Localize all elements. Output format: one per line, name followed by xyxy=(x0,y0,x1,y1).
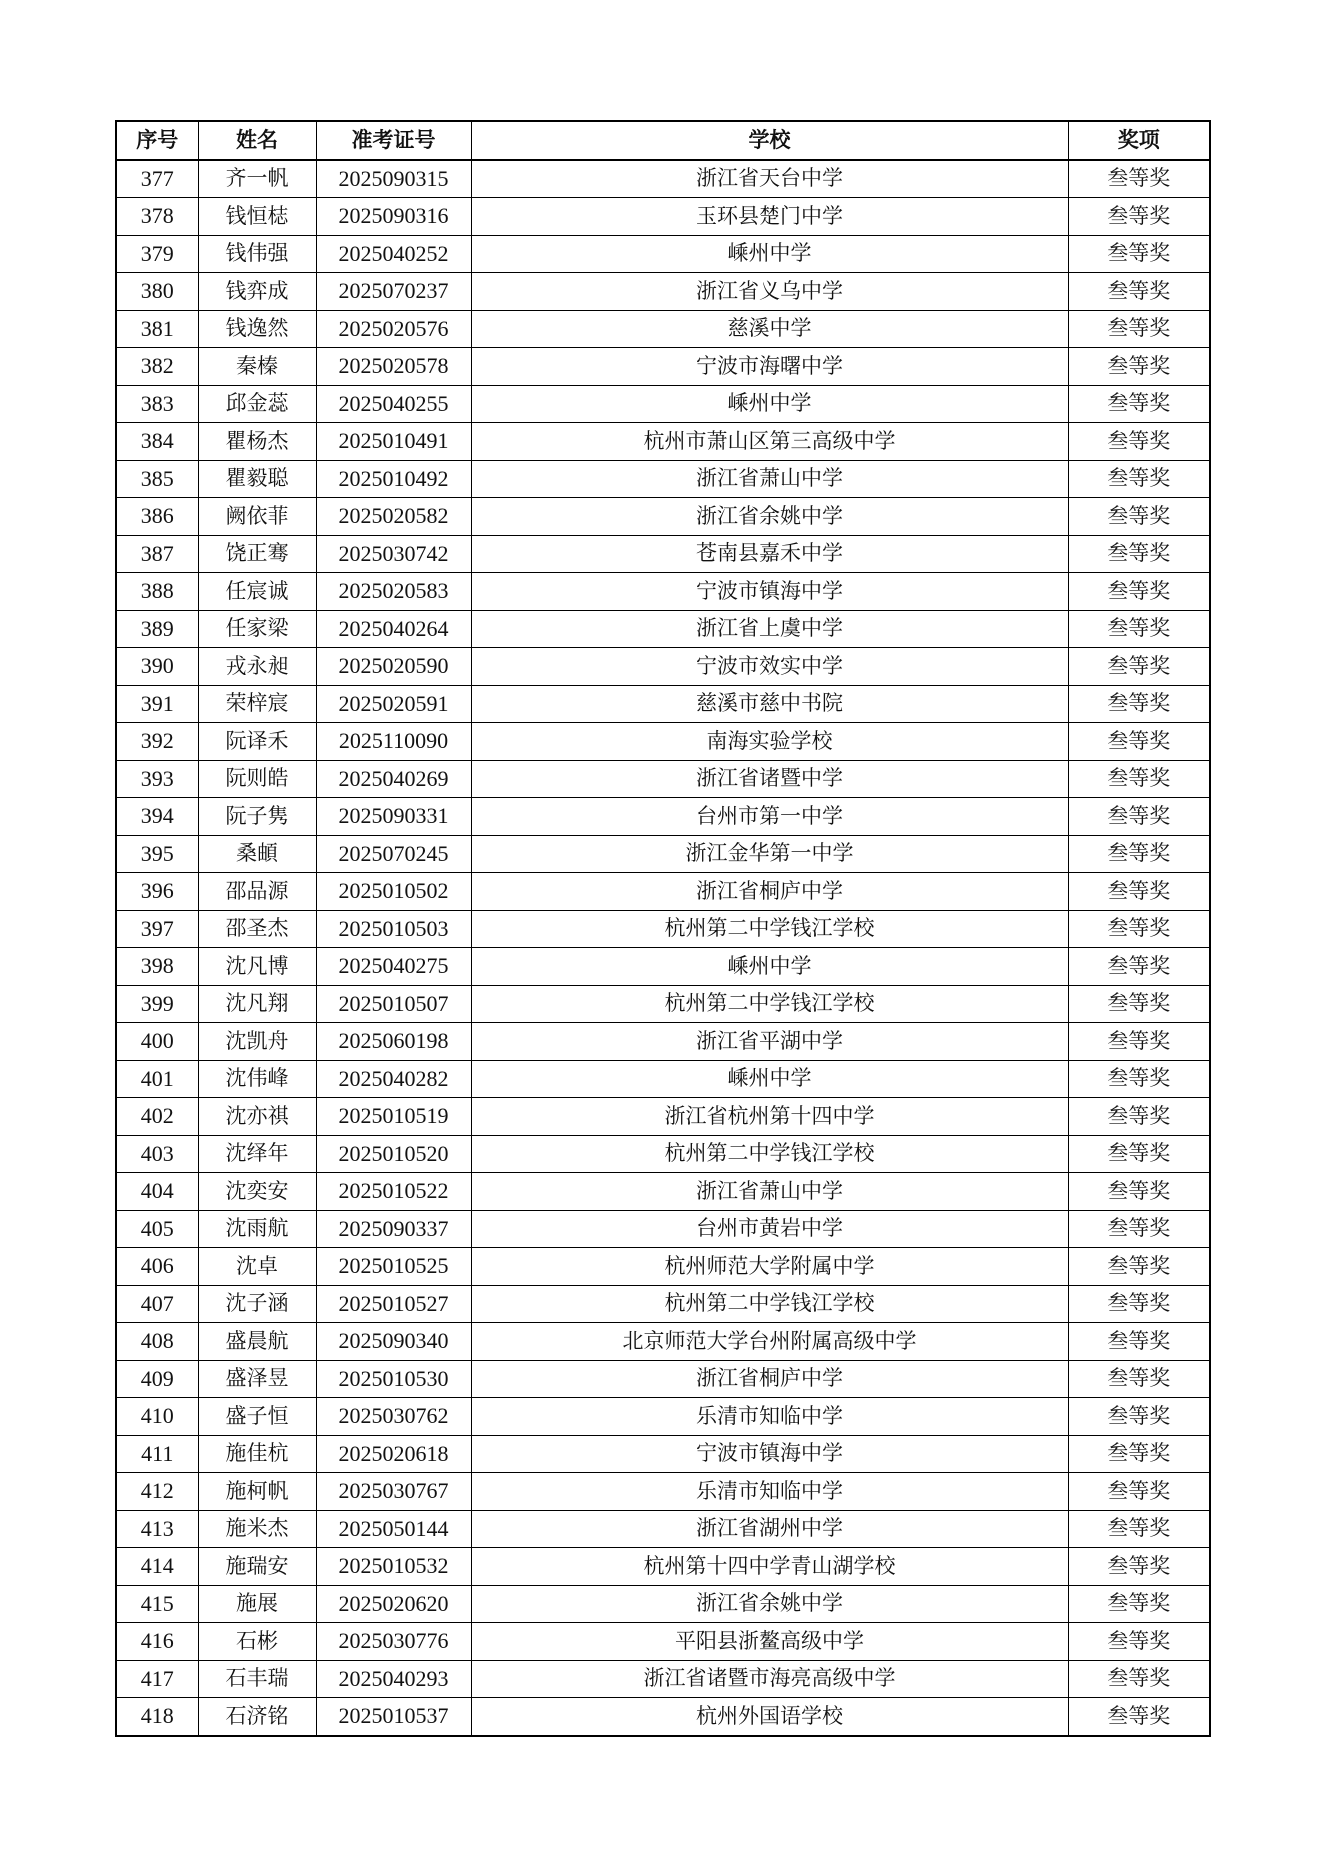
table-row xyxy=(116,1323,1210,1361)
cell-seq: 412 xyxy=(116,1473,198,1511)
cell-seq: 380 xyxy=(116,273,198,311)
cell-award: 叁等奖 xyxy=(1068,648,1210,686)
cell-seq: 411 xyxy=(116,1435,198,1473)
table-row xyxy=(116,1510,1210,1548)
cell-school: 杭州第十四中学青山湖学校 xyxy=(471,1548,1068,1586)
cell-name: 盛泽昱 xyxy=(198,1360,316,1398)
cell-ticket: 2025010520 xyxy=(316,1135,471,1173)
table-row xyxy=(116,1473,1210,1511)
cell-school: 宁波市效实中学 xyxy=(471,648,1068,686)
cell-seq: 403 xyxy=(116,1135,198,1173)
cell-ticket: 2025040255 xyxy=(316,385,471,423)
table-row xyxy=(116,910,1210,948)
table-row xyxy=(116,1210,1210,1248)
cell-ticket: 2025110090 xyxy=(316,723,471,761)
cell-seq: 379 xyxy=(116,235,198,273)
table-row xyxy=(116,760,1210,798)
cell-school: 宁波市镇海中学 xyxy=(471,1435,1068,1473)
cell-name: 任宸诚 xyxy=(198,573,316,611)
cell-school: 杭州第二中学钱江学校 xyxy=(471,1285,1068,1323)
cell-school: 杭州师范大学附属中学 xyxy=(471,1248,1068,1286)
cell-seq: 390 xyxy=(116,648,198,686)
cell-name: 石丰瑞 xyxy=(198,1660,316,1698)
cell-name: 齐一帆 xyxy=(198,160,316,198)
cell-seq: 407 xyxy=(116,1285,198,1323)
cell-ticket: 2025090340 xyxy=(316,1323,471,1361)
cell-award: 叁等奖 xyxy=(1068,1060,1210,1098)
cell-ticket: 2025090331 xyxy=(316,798,471,836)
cell-ticket: 2025020582 xyxy=(316,498,471,536)
cell-name: 沈子涵 xyxy=(198,1285,316,1323)
table-row xyxy=(116,1060,1210,1098)
table-row xyxy=(116,948,1210,986)
cell-award: 叁等奖 xyxy=(1068,948,1210,986)
cell-school: 嵊州中学 xyxy=(471,948,1068,986)
cell-seq: 389 xyxy=(116,610,198,648)
cell-name: 石彬 xyxy=(198,1623,316,1661)
table-row xyxy=(116,573,1210,611)
cell-name: 瞿杨杰 xyxy=(198,423,316,461)
cell-ticket: 2025030776 xyxy=(316,1623,471,1661)
cell-seq: 418 xyxy=(116,1698,198,1736)
cell-ticket: 2025020590 xyxy=(316,648,471,686)
table-row xyxy=(116,1285,1210,1323)
cell-name: 沈奕安 xyxy=(198,1173,316,1211)
cell-ticket: 2025030762 xyxy=(316,1398,471,1436)
cell-award: 叁等奖 xyxy=(1068,910,1210,948)
cell-award: 叁等奖 xyxy=(1068,985,1210,1023)
table-row xyxy=(116,1398,1210,1436)
cell-seq: 386 xyxy=(116,498,198,536)
cell-name: 沈凯舟 xyxy=(198,1023,316,1061)
table-row xyxy=(116,1135,1210,1173)
cell-seq: 394 xyxy=(116,798,198,836)
cell-school: 浙江省桐庐中学 xyxy=(471,873,1068,911)
cell-award: 叁等奖 xyxy=(1068,1023,1210,1061)
cell-name: 阙依菲 xyxy=(198,498,316,536)
cell-award: 叁等奖 xyxy=(1068,1698,1210,1736)
cell-ticket: 2025040282 xyxy=(316,1060,471,1098)
cell-award: 叁等奖 xyxy=(1068,235,1210,273)
cell-school: 浙江省湖州中学 xyxy=(471,1510,1068,1548)
cell-name: 邱金蕊 xyxy=(198,385,316,423)
cell-award: 叁等奖 xyxy=(1068,1173,1210,1211)
cell-seq: 382 xyxy=(116,348,198,386)
cell-school: 台州市第一中学 xyxy=(471,798,1068,836)
cell-name: 邵品源 xyxy=(198,873,316,911)
header-award: 奖项 xyxy=(1068,121,1210,160)
cell-ticket: 2025010530 xyxy=(316,1360,471,1398)
cell-seq: 404 xyxy=(116,1173,198,1211)
cell-ticket: 2025020591 xyxy=(316,685,471,723)
cell-award: 叁等奖 xyxy=(1068,760,1210,798)
cell-ticket: 2025090315 xyxy=(316,160,471,198)
cell-name: 沈凡翔 xyxy=(198,985,316,1023)
cell-ticket: 2025090337 xyxy=(316,1210,471,1248)
cell-award: 叁等奖 xyxy=(1068,198,1210,236)
cell-seq: 415 xyxy=(116,1585,198,1623)
cell-name: 任家梁 xyxy=(198,610,316,648)
cell-school: 浙江省天台中学 xyxy=(471,160,1068,198)
cell-award: 叁等奖 xyxy=(1068,873,1210,911)
cell-school: 宁波市海曙中学 xyxy=(471,348,1068,386)
cell-ticket: 2025020583 xyxy=(316,573,471,611)
table-row xyxy=(116,198,1210,236)
table-row xyxy=(116,1660,1210,1698)
cell-award: 叁等奖 xyxy=(1068,685,1210,723)
cell-seq: 417 xyxy=(116,1660,198,1698)
cell-ticket: 2025010522 xyxy=(316,1173,471,1211)
cell-seq: 378 xyxy=(116,198,198,236)
table-row xyxy=(116,423,1210,461)
cell-name: 荣梓宸 xyxy=(198,685,316,723)
cell-school: 杭州第二中学钱江学校 xyxy=(471,910,1068,948)
table-row xyxy=(116,273,1210,311)
cell-school: 慈溪市慈中书院 xyxy=(471,685,1068,723)
cell-ticket: 2025030767 xyxy=(316,1473,471,1511)
cell-name: 沈伟峰 xyxy=(198,1060,316,1098)
cell-award: 叁等奖 xyxy=(1068,498,1210,536)
cell-ticket: 2025010492 xyxy=(316,460,471,498)
cell-school: 浙江省萧山中学 xyxy=(471,460,1068,498)
cell-seq: 381 xyxy=(116,310,198,348)
cell-school: 慈溪中学 xyxy=(471,310,1068,348)
cell-ticket: 2025010502 xyxy=(316,873,471,911)
table-row xyxy=(116,235,1210,273)
table-row xyxy=(116,1023,1210,1061)
cell-name: 阮子隽 xyxy=(198,798,316,836)
cell-school: 北京师范大学台州附属高级中学 xyxy=(471,1323,1068,1361)
cell-name: 秦榛 xyxy=(198,348,316,386)
table-row xyxy=(116,1098,1210,1136)
cell-award: 叁等奖 xyxy=(1068,1548,1210,1586)
cell-award: 叁等奖 xyxy=(1068,723,1210,761)
cell-award: 叁等奖 xyxy=(1068,1248,1210,1286)
cell-award: 叁等奖 xyxy=(1068,1210,1210,1248)
cell-award: 叁等奖 xyxy=(1068,798,1210,836)
cell-ticket: 2025010519 xyxy=(316,1098,471,1136)
table-row xyxy=(116,798,1210,836)
table-row xyxy=(116,1435,1210,1473)
cell-school: 嵊州中学 xyxy=(471,235,1068,273)
cell-seq: 399 xyxy=(116,985,198,1023)
cell-ticket: 2025070245 xyxy=(316,835,471,873)
cell-award: 叁等奖 xyxy=(1068,423,1210,461)
cell-award: 叁等奖 xyxy=(1068,1473,1210,1511)
cell-award: 叁等奖 xyxy=(1068,1360,1210,1398)
cell-name: 施展 xyxy=(198,1585,316,1623)
cell-award: 叁等奖 xyxy=(1068,535,1210,573)
table-row xyxy=(116,610,1210,648)
cell-ticket: 2025040264 xyxy=(316,610,471,648)
cell-seq: 408 xyxy=(116,1323,198,1361)
cell-name: 钱伟强 xyxy=(198,235,316,273)
cell-name: 邵圣杰 xyxy=(198,910,316,948)
cell-school: 浙江金华第一中学 xyxy=(471,835,1068,873)
cell-name: 戎永昶 xyxy=(198,648,316,686)
cell-name: 石济铭 xyxy=(198,1698,316,1736)
cell-seq: 397 xyxy=(116,910,198,948)
cell-ticket: 2025040252 xyxy=(316,235,471,273)
award-list-table xyxy=(115,120,1211,1737)
cell-ticket: 2025010527 xyxy=(316,1285,471,1323)
cell-ticket: 2025020618 xyxy=(316,1435,471,1473)
table-row xyxy=(116,1548,1210,1586)
cell-seq: 406 xyxy=(116,1248,198,1286)
cell-seq: 392 xyxy=(116,723,198,761)
table-row xyxy=(116,460,1210,498)
cell-name: 沈凡博 xyxy=(198,948,316,986)
table-row xyxy=(116,498,1210,536)
cell-school: 浙江省上虞中学 xyxy=(471,610,1068,648)
cell-award: 叁等奖 xyxy=(1068,1660,1210,1698)
table-row xyxy=(116,873,1210,911)
cell-name: 阮则皓 xyxy=(198,760,316,798)
cell-award: 叁等奖 xyxy=(1068,273,1210,311)
table-body xyxy=(116,160,1210,1736)
cell-name: 钱弈成 xyxy=(198,273,316,311)
cell-ticket: 2025010537 xyxy=(316,1698,471,1736)
cell-school: 宁波市镇海中学 xyxy=(471,573,1068,611)
cell-school: 平阳县浙鳌高级中学 xyxy=(471,1623,1068,1661)
cell-award: 叁等奖 xyxy=(1068,1435,1210,1473)
cell-award: 叁等奖 xyxy=(1068,310,1210,348)
cell-seq: 405 xyxy=(116,1210,198,1248)
cell-award: 叁等奖 xyxy=(1068,573,1210,611)
table-row xyxy=(116,1585,1210,1623)
cell-seq: 395 xyxy=(116,835,198,873)
cell-school: 浙江省桐庐中学 xyxy=(471,1360,1068,1398)
cell-name: 沈卓 xyxy=(198,1248,316,1286)
cell-award: 叁等奖 xyxy=(1068,1135,1210,1173)
cell-school: 苍南县嘉禾中学 xyxy=(471,535,1068,573)
cell-seq: 388 xyxy=(116,573,198,611)
cell-award: 叁等奖 xyxy=(1068,385,1210,423)
cell-school: 台州市黄岩中学 xyxy=(471,1210,1068,1248)
table-row xyxy=(116,1248,1210,1286)
cell-ticket: 2025050144 xyxy=(316,1510,471,1548)
table-row xyxy=(116,835,1210,873)
cell-school: 玉环县楚门中学 xyxy=(471,198,1068,236)
table-row xyxy=(116,1173,1210,1211)
cell-ticket: 2025090316 xyxy=(316,198,471,236)
cell-school: 浙江省诸暨中学 xyxy=(471,760,1068,798)
cell-ticket: 2025010491 xyxy=(316,423,471,461)
table-row xyxy=(116,723,1210,761)
cell-school: 浙江省余姚中学 xyxy=(471,498,1068,536)
cell-name: 瞿毅聪 xyxy=(198,460,316,498)
cell-ticket: 2025010525 xyxy=(316,1248,471,1286)
cell-school: 乐清市知临中学 xyxy=(471,1398,1068,1436)
cell-ticket: 2025010503 xyxy=(316,910,471,948)
cell-name: 盛晨航 xyxy=(198,1323,316,1361)
header-name: 姓名 xyxy=(198,121,316,160)
cell-ticket: 2025010532 xyxy=(316,1548,471,1586)
cell-name: 施瑞安 xyxy=(198,1548,316,1586)
cell-seq: 377 xyxy=(116,160,198,198)
cell-school: 浙江省杭州第十四中学 xyxy=(471,1098,1068,1136)
cell-name: 桑頔 xyxy=(198,835,316,873)
cell-name: 施米杰 xyxy=(198,1510,316,1548)
cell-seq: 393 xyxy=(116,760,198,798)
cell-name: 饶正骞 xyxy=(198,535,316,573)
cell-ticket: 2025020620 xyxy=(316,1585,471,1623)
cell-seq: 387 xyxy=(116,535,198,573)
cell-seq: 391 xyxy=(116,685,198,723)
cell-seq: 383 xyxy=(116,385,198,423)
cell-seq: 384 xyxy=(116,423,198,461)
cell-seq: 385 xyxy=(116,460,198,498)
cell-award: 叁等奖 xyxy=(1068,1285,1210,1323)
cell-school: 杭州第二中学钱江学校 xyxy=(471,1135,1068,1173)
cell-ticket: 2025020576 xyxy=(316,310,471,348)
cell-seq: 410 xyxy=(116,1398,198,1436)
header-row xyxy=(116,121,1210,160)
cell-school: 嵊州中学 xyxy=(471,385,1068,423)
cell-school: 浙江省诸暨市海亮高级中学 xyxy=(471,1660,1068,1698)
cell-award: 叁等奖 xyxy=(1068,1623,1210,1661)
cell-award: 叁等奖 xyxy=(1068,1098,1210,1136)
header-seq: 序号 xyxy=(116,121,198,160)
cell-award: 叁等奖 xyxy=(1068,348,1210,386)
cell-name: 施柯帆 xyxy=(198,1473,316,1511)
cell-ticket: 2025030742 xyxy=(316,535,471,573)
table-row xyxy=(116,385,1210,423)
header-ticket: 准考证号 xyxy=(316,121,471,160)
cell-award: 叁等奖 xyxy=(1068,1398,1210,1436)
cell-school: 嵊州中学 xyxy=(471,1060,1068,1098)
header-school: 学校 xyxy=(471,121,1068,160)
cell-seq: 413 xyxy=(116,1510,198,1548)
table-row xyxy=(116,535,1210,573)
table-row xyxy=(116,1623,1210,1661)
cell-award: 叁等奖 xyxy=(1068,610,1210,648)
table-row xyxy=(116,310,1210,348)
cell-name: 沈绎年 xyxy=(198,1135,316,1173)
cell-school: 杭州外国语学校 xyxy=(471,1698,1068,1736)
cell-ticket: 2025040293 xyxy=(316,1660,471,1698)
cell-seq: 416 xyxy=(116,1623,198,1661)
cell-ticket: 2025040275 xyxy=(316,948,471,986)
table-row xyxy=(116,985,1210,1023)
cell-award: 叁等奖 xyxy=(1068,460,1210,498)
cell-ticket: 2025070237 xyxy=(316,273,471,311)
cell-seq: 401 xyxy=(116,1060,198,1098)
cell-name: 盛子恒 xyxy=(198,1398,316,1436)
cell-school: 浙江省义乌中学 xyxy=(471,273,1068,311)
table-row xyxy=(116,160,1210,198)
cell-award: 叁等奖 xyxy=(1068,835,1210,873)
cell-name: 钱恒梽 xyxy=(198,198,316,236)
cell-seq: 398 xyxy=(116,948,198,986)
cell-ticket: 2025040269 xyxy=(316,760,471,798)
cell-award: 叁等奖 xyxy=(1068,1510,1210,1548)
cell-ticket: 2025010507 xyxy=(316,985,471,1023)
cell-seq: 400 xyxy=(116,1023,198,1061)
cell-seq: 414 xyxy=(116,1548,198,1586)
table-row xyxy=(116,685,1210,723)
cell-award: 叁等奖 xyxy=(1068,160,1210,198)
cell-school: 南海实验学校 xyxy=(471,723,1068,761)
cell-seq: 396 xyxy=(116,873,198,911)
cell-school: 杭州市萧山区第三高级中学 xyxy=(471,423,1068,461)
cell-seq: 402 xyxy=(116,1098,198,1136)
cell-school: 浙江省萧山中学 xyxy=(471,1173,1068,1211)
cell-award: 叁等奖 xyxy=(1068,1585,1210,1623)
table-row xyxy=(116,1698,1210,1736)
cell-name: 沈亦祺 xyxy=(198,1098,316,1136)
cell-name: 钱逸然 xyxy=(198,310,316,348)
cell-award: 叁等奖 xyxy=(1068,1323,1210,1361)
table-row xyxy=(116,348,1210,386)
table-row xyxy=(116,1360,1210,1398)
cell-name: 施佳杭 xyxy=(198,1435,316,1473)
cell-school: 杭州第二中学钱江学校 xyxy=(471,985,1068,1023)
cell-school: 乐清市知临中学 xyxy=(471,1473,1068,1511)
cell-ticket: 2025060198 xyxy=(316,1023,471,1061)
table-row xyxy=(116,648,1210,686)
cell-ticket: 2025020578 xyxy=(316,348,471,386)
cell-school: 浙江省平湖中学 xyxy=(471,1023,1068,1061)
cell-school: 浙江省余姚中学 xyxy=(471,1585,1068,1623)
cell-name: 沈雨航 xyxy=(198,1210,316,1248)
cell-seq: 409 xyxy=(116,1360,198,1398)
cell-name: 阮译禾 xyxy=(198,723,316,761)
